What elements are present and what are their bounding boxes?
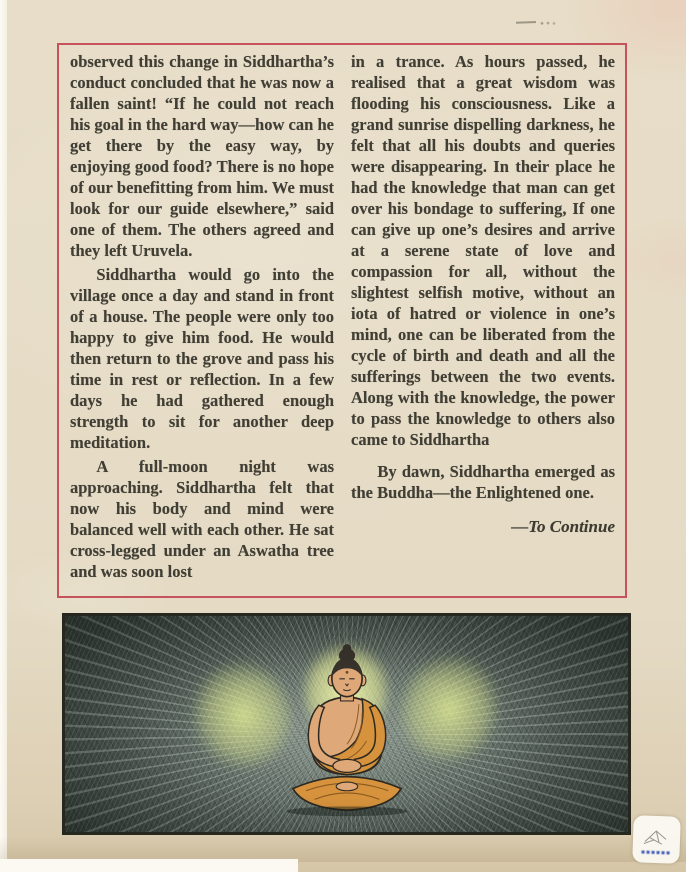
right-column: [351, 51, 615, 596]
to-continue-label: —To Continue: [511, 517, 615, 536]
page-edge-bottom: [0, 859, 298, 872]
page-edge-left: [0, 0, 7, 872]
story-paragraph: A full-moon night was approaching. Siddhartha felt that now his body and mind were balanced well with each other. He sat cross-legged under an Aswatha tree and was soon lost: [70, 457, 334, 581]
pencil-mark: [516, 20, 558, 26]
story-frame: [57, 43, 627, 598]
watermark-sketch-icon: [641, 825, 672, 848]
left-column: [70, 51, 334, 596]
buddha-hands: [332, 759, 360, 772]
watermark-stamp: [632, 815, 681, 864]
watermark-text: [641, 850, 671, 854]
lotus-legs: [286, 777, 407, 816]
story-paragraph: Siddhartha would go into the village once a day and stand in front of a house. The people were only too happy to give him food. He would then return to the grove and pass his time in rest or reflection. In a few days he had gathered enough strength to sit for another deep meditation.: [70, 265, 334, 452]
buddha-figure: [228, 637, 466, 832]
buddha-illustration: [62, 613, 631, 835]
story-paragraph: in a trance. As hours passed, he realised that a great wisdom was flooding his consciousness. Like a grand sunrise dispelling darkness, he felt that all his doubts and queries were disappearing. In their place he had the knowledge that man can get over his bondage to suffering, If one can give up one’s desires and arrive at a serene state of love and compassion for all, without the slightest selfish motive, without an iota of hatred or violence in one’s mind, one can be liberated from the cycle of birth and death and all the sufferings between the two events. Along with the knowledge, the power to pass the knowledge to others also came to Siddhartha: [351, 52, 615, 449]
story-paragraph: observed this change in Siddhartha’s conduct concluded that he was now a fallen saint! “If he could not reach his goal in the hard way—how can he get there by the easy way, by enjoying good food? There is no hope of our benefitting from him. We must look for our guide elsewhere,” said one of them. The others agreed and they left Uruvela.: [70, 52, 334, 260]
buddha-head: [328, 644, 366, 701]
story-paragraph: By dawn, Siddhartha emerged as the Buddha—the Enlightened one.: [351, 462, 615, 502]
